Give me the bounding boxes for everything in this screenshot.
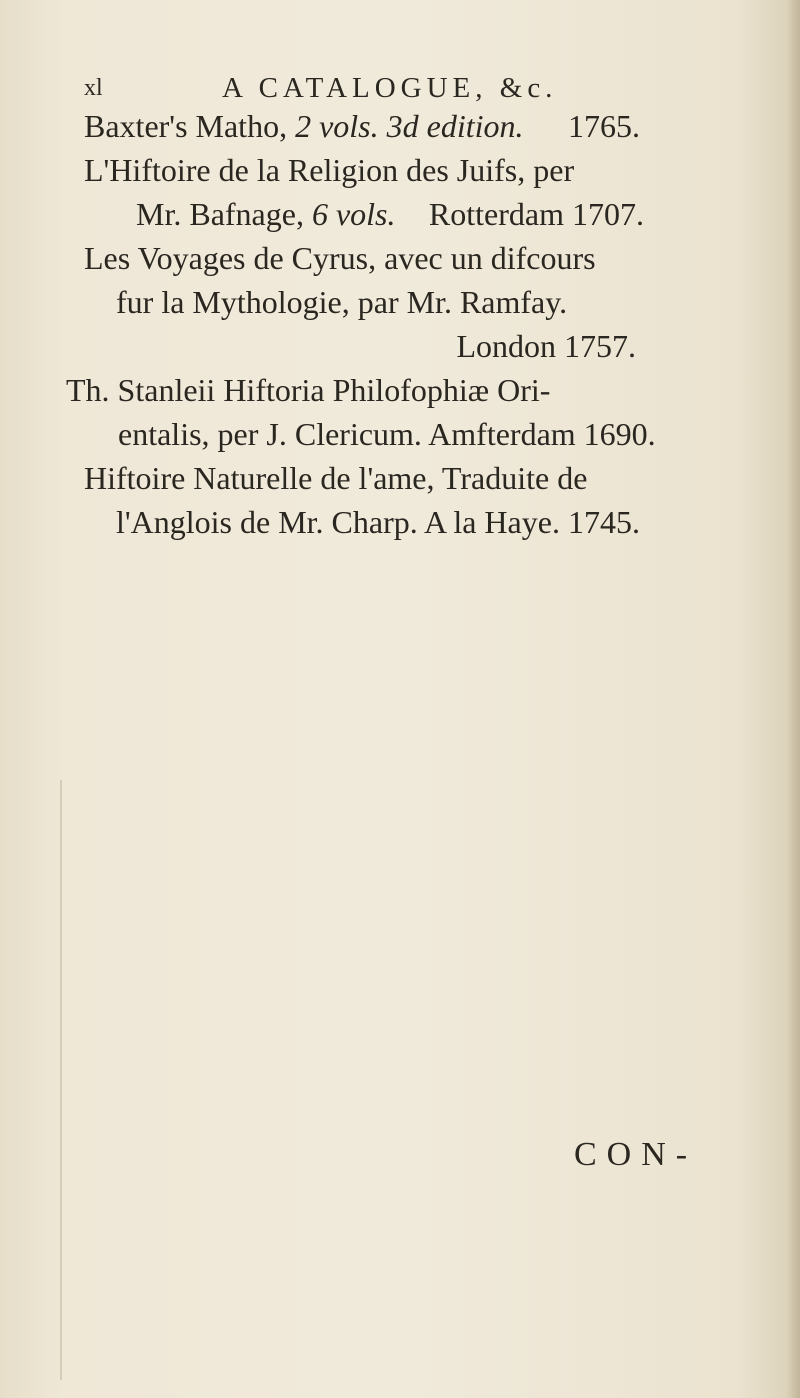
entry-title: Baxter's Matho, <box>84 108 296 144</box>
entry-title: Hiftoire Naturelle de l'ame, Traduite de <box>84 460 588 496</box>
catalogue-entry <box>84 104 640 148</box>
catalogue-entry <box>66 368 656 456</box>
entry-imprint: l'Anglois de Mr. Charp. A la Haye. 1745. <box>116 504 640 540</box>
entry-imprint: London 1757. <box>456 328 636 364</box>
entry-title: Th. Stanleii Hiftoria Philofophiæ Ori- <box>66 372 551 408</box>
entry-author: Mr. Bafnage, <box>136 196 312 232</box>
catchword: CON- <box>574 1136 698 1173</box>
entry-title: Les Voyages de Cyrus, avec un difcours <box>84 240 596 276</box>
catalogue-entry <box>84 148 644 236</box>
running-head: A CATALOGUE, &c. <box>222 72 558 104</box>
catalogue-entry <box>84 236 636 368</box>
entry-imprint: entalis, per J. Clericum. Amfterdam 1690. <box>118 416 656 452</box>
entry-title-continued: fur la Mythologie, par Mr. Ramfay. <box>116 284 568 320</box>
page-number: xl <box>84 75 103 101</box>
paper-crease <box>60 780 62 1380</box>
entry-year: 1765. <box>568 108 640 144</box>
entry-title: L'Hiftoire de la Religion des Juifs, per <box>84 152 575 188</box>
page-header <box>84 68 604 108</box>
entry-volumes: 2 vols. 3d edition. <box>295 108 524 144</box>
catalogue-entry <box>84 456 650 544</box>
entry-volumes: 6 vols. <box>311 196 396 232</box>
page-edge-shadow <box>786 0 800 1398</box>
entry-imprint: Rotterdam 1707. <box>428 196 644 232</box>
